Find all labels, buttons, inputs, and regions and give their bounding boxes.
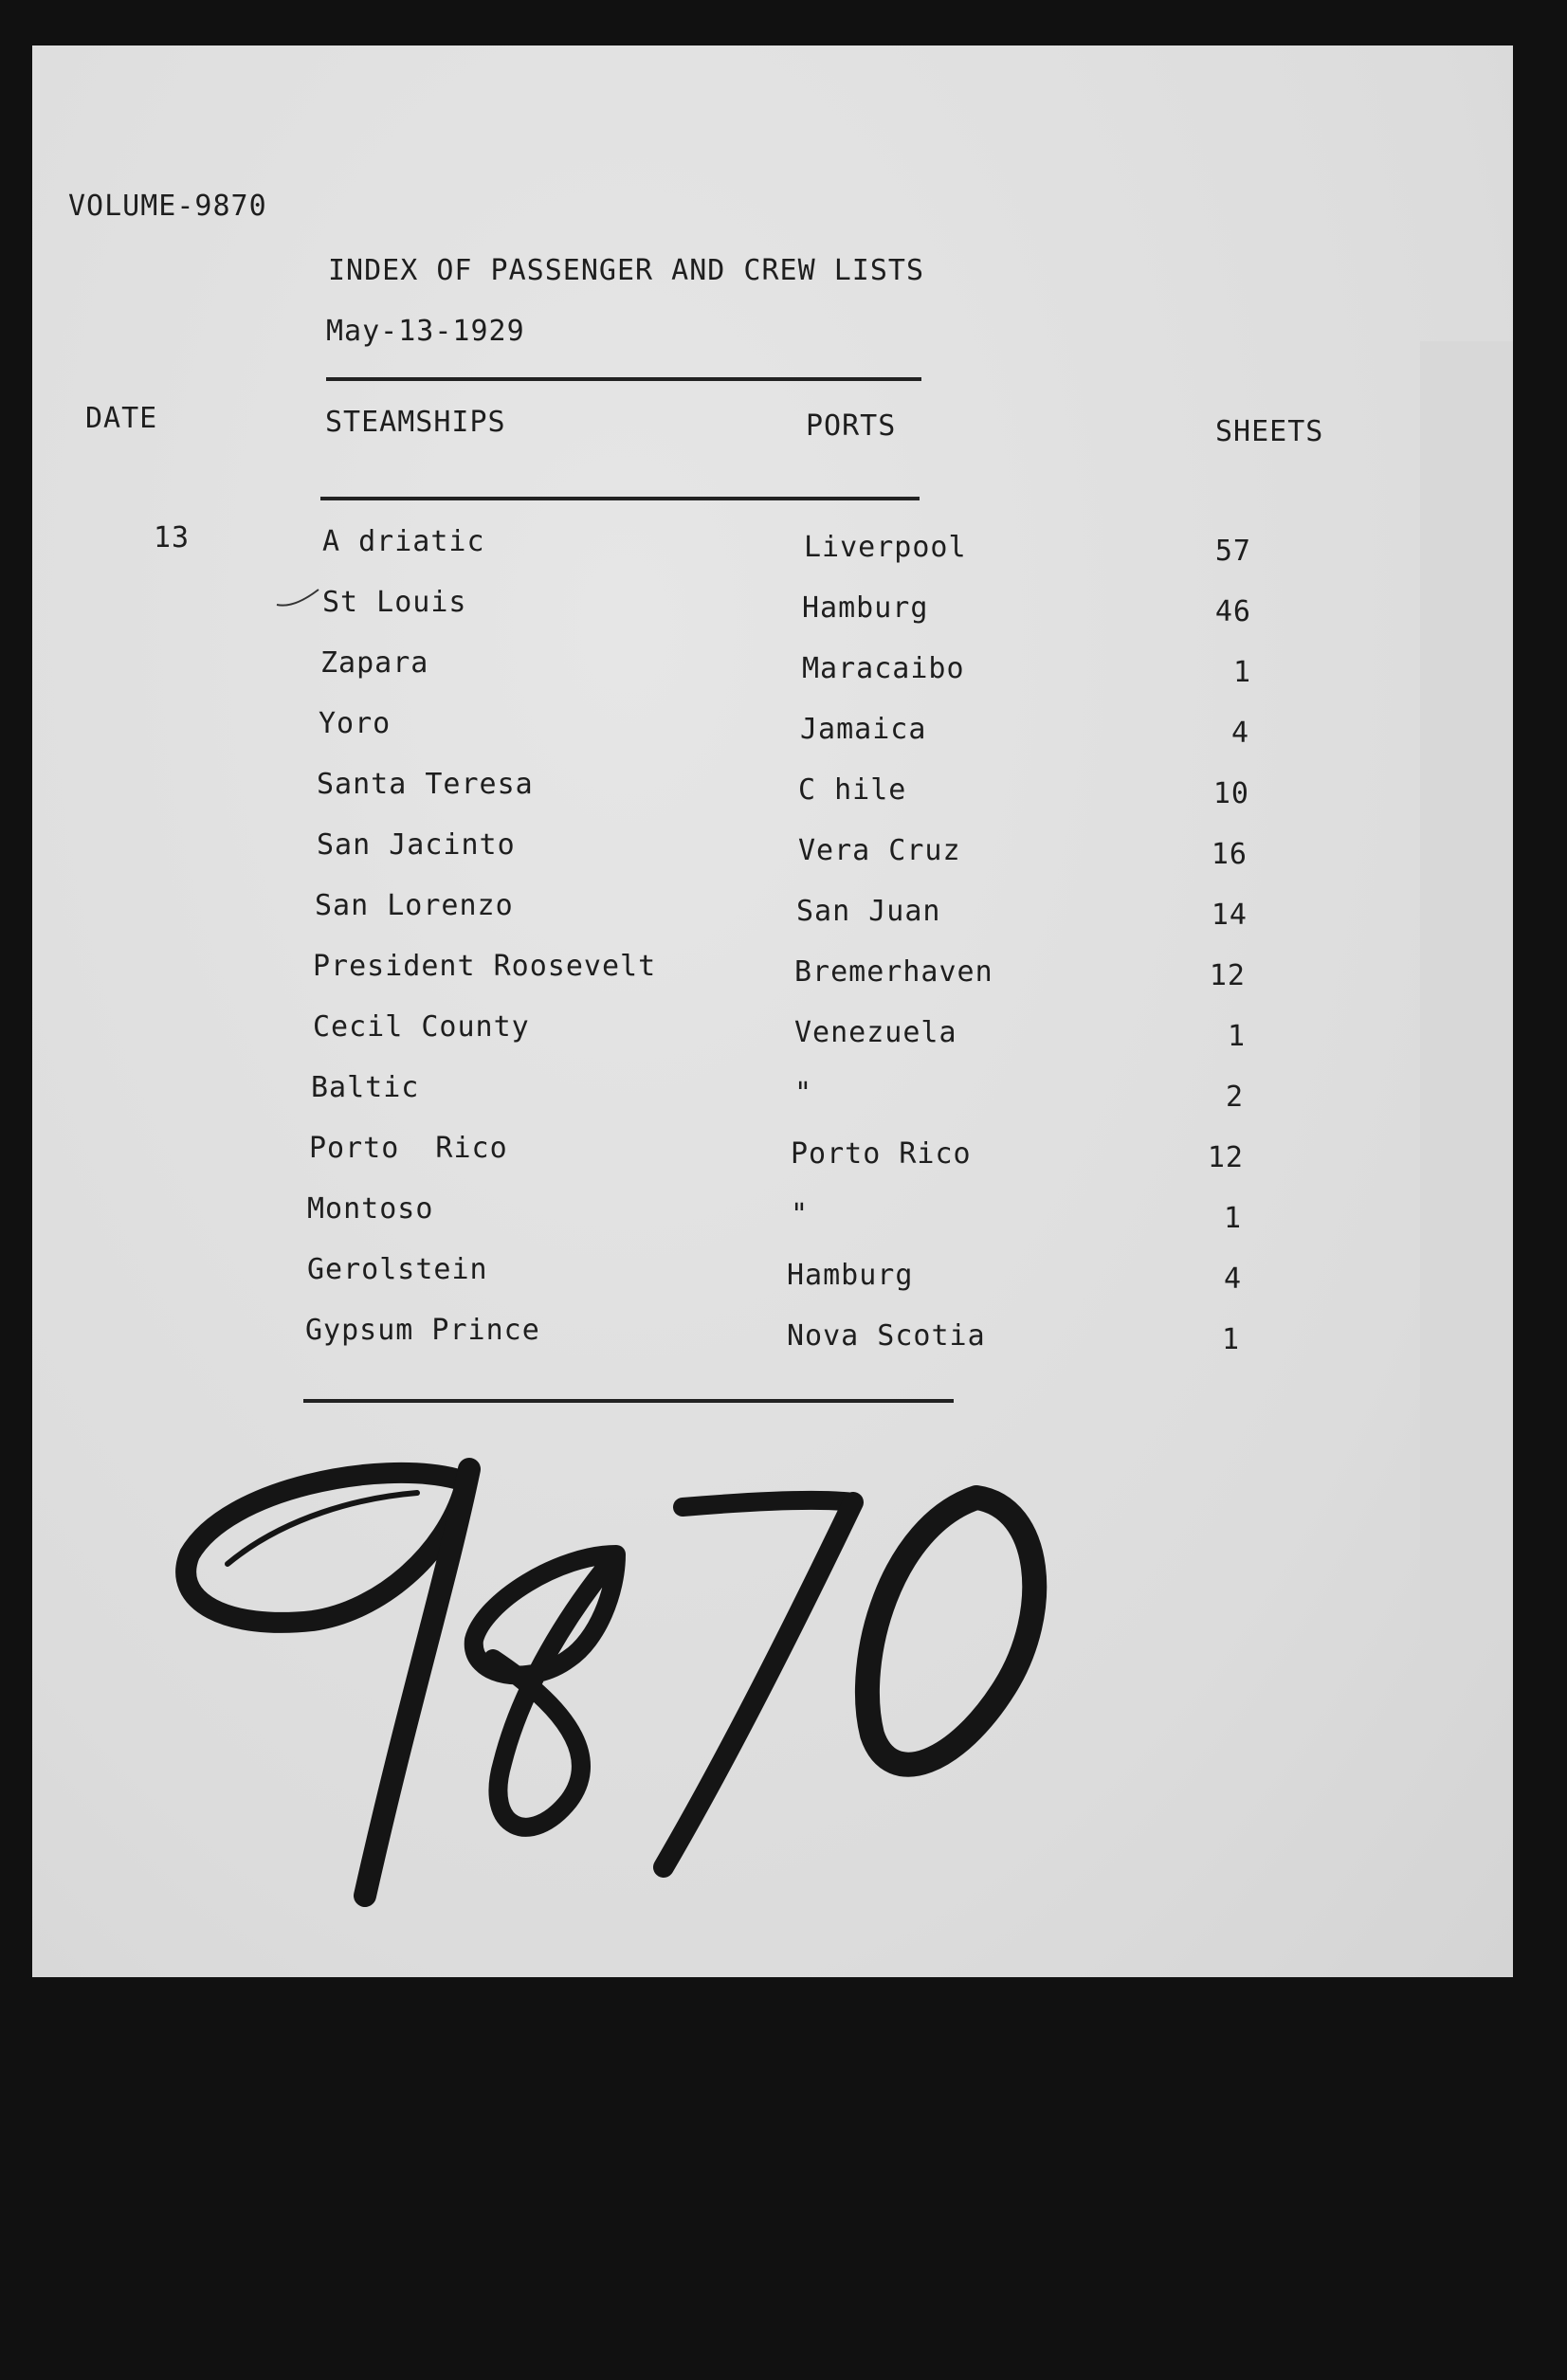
sheet-count: 1 — [1232, 656, 1251, 689]
sheet-count: 1 — [1223, 1202, 1242, 1235]
port-name: Porto Rico — [791, 1137, 972, 1171]
header-rule — [320, 497, 920, 500]
ship-name: President Roosevelt — [313, 950, 657, 983]
handwritten-volume-number — [171, 1450, 1213, 1924]
sheet-count: 14 — [1211, 899, 1248, 932]
sheet-count: 4 — [1223, 1263, 1242, 1296]
header-ports: PORTS — [806, 409, 897, 443]
ship-name: Montoso — [307, 1192, 434, 1226]
port-name: Hamburg — [802, 591, 929, 625]
ship-name: Zapara — [320, 646, 429, 680]
port-name: Bremerhaven — [794, 955, 993, 989]
sheet-count: 46 — [1214, 595, 1251, 628]
ship-name: Santa Teresa — [317, 768, 534, 801]
document-date: May-13-1929 — [326, 315, 525, 348]
ship-name: A driatic — [322, 525, 485, 558]
sheet-count: 12 — [1209, 959, 1246, 992]
port-name: " — [794, 1077, 813, 1110]
port-name: Venezuela — [794, 1016, 957, 1049]
port-name: Nova Scotia — [787, 1319, 986, 1353]
sheet-count: 4 — [1230, 717, 1249, 750]
header-date: DATE — [85, 402, 158, 435]
sheet-count: 2 — [1225, 1081, 1244, 1114]
ship-name: Cecil County — [313, 1010, 530, 1044]
sheet-count: 10 — [1212, 777, 1249, 810]
ship-name: Gerolstein — [307, 1253, 488, 1286]
ship-name: St Louis — [322, 586, 467, 619]
sheet-count: 1 — [1227, 1020, 1246, 1053]
header-steamships: STEAMSHIPS — [325, 406, 506, 439]
ship-name: Yoro — [319, 707, 392, 740]
check-mark-icon — [275, 586, 322, 614]
header-sheets: SHEETS — [1215, 415, 1324, 448]
port-name: San Juan — [796, 895, 941, 928]
ship-name: Porto Rico — [309, 1132, 508, 1165]
ship-name: Gypsum Prince — [305, 1314, 540, 1347]
page-title: INDEX OF PASSENGER AND CREW LISTS — [328, 254, 925, 287]
entry-date: 13 — [154, 521, 191, 554]
port-name: Liverpool — [804, 531, 967, 564]
port-name: Jamaica — [800, 713, 927, 746]
sheet-count: 16 — [1211, 838, 1248, 871]
title-rule — [326, 377, 921, 381]
port-name: Maracaibo — [802, 652, 965, 685]
port-name: Hamburg — [787, 1259, 914, 1292]
port-name: " — [791, 1198, 810, 1231]
sheet-count: 1 — [1221, 1323, 1240, 1356]
sheet-count: 12 — [1207, 1141, 1244, 1174]
ship-name: San Lorenzo — [315, 889, 514, 922]
ship-name: Baltic — [311, 1071, 420, 1104]
footer-rule — [303, 1399, 954, 1403]
page-edge-tab — [1420, 341, 1513, 1640]
ship-name: San Jacinto — [317, 828, 516, 862]
port-name: C hile — [798, 773, 907, 807]
sheet-count: 57 — [1214, 535, 1251, 568]
volume-label: VOLUME-9870 — [68, 190, 267, 223]
port-name: Vera Cruz — [798, 834, 961, 867]
